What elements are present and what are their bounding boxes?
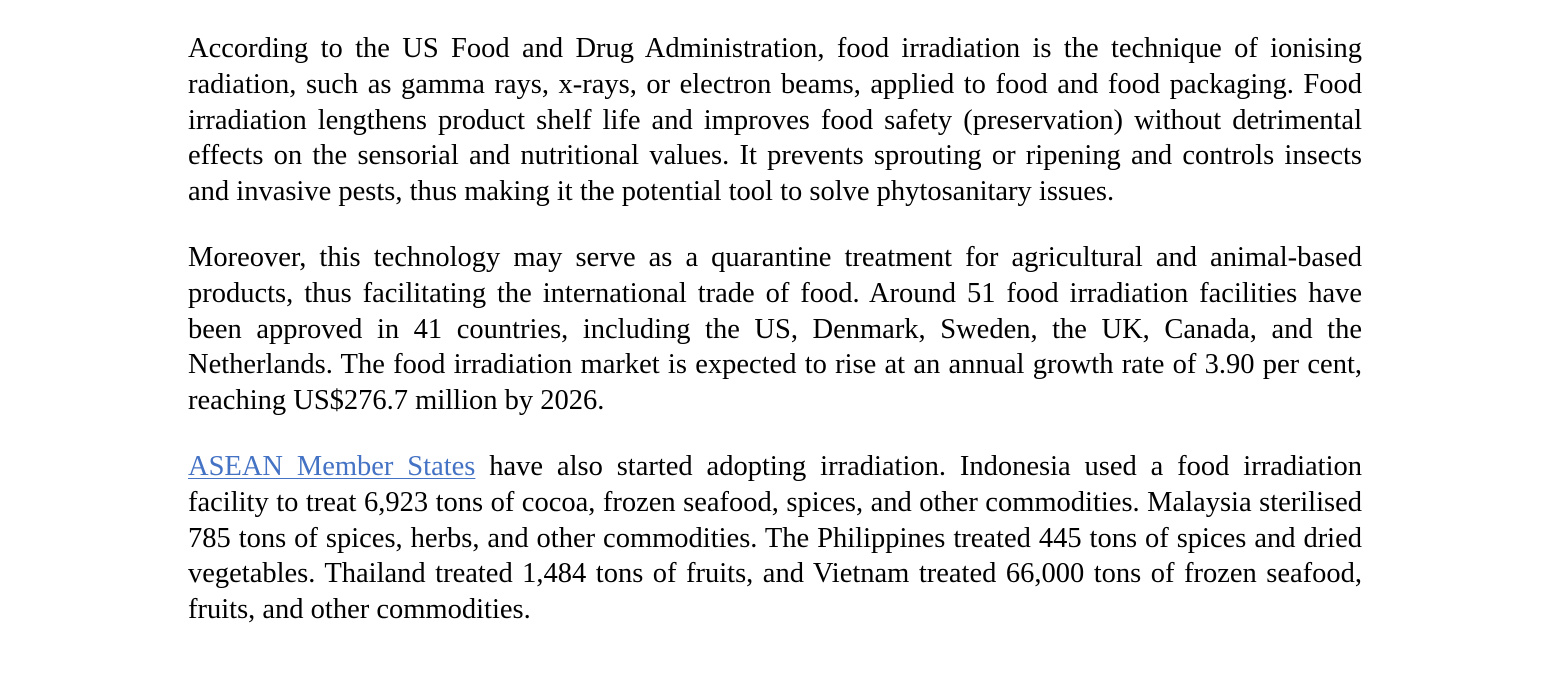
document-body: [188, 31, 1362, 658]
paragraph-asean-adoption-text: have also started adopting irradiation. Indonesia used a food irradiation facility to treat 6,923 tons of cocoa, frozen seafood, spices, and other commodities. Malaysia sterilised 785 tons of spices, herbs, and other commodities. The Philippines treated 445 tons of spices and dried vegetables. Thailand treated 1,484 tons of fruits, and Vietnam treated 66,000 tons of frozen seafood, fruits, and other commodities.: [188, 450, 1363, 626]
paragraph-quarantine-and-market: Moreover, this technology may serve as a quarantine treatment for agricultural and animal-based products, thus facilitating the international trade of food. Around 51 food irradiation facilities have been approved in 41 countries, including the US, Denmark, Sweden, the UK, Canada, and the Netherlands. The food irradiation market is expected to rise at an annual growth rate of 3.90 per cent, reaching US$276.7 million by 2026.: [188, 241, 1362, 417]
paragraph-asean-adoption: [188, 449, 1362, 628]
paragraph-food-irradiation-definition: According to the US Food and Drug Administration, food irradiation is the technique of ionising radiation, such as gamma rays, x-rays, or electron beams, applied to food and food packaging. Food irradiation lengthens product shelf life and improves food safety (preservation) without detrimental effects on the sensorial and nutritional values. It prevents sprouting or ripening and controls insects and invasive pests, thus making it the potential tool to solve phytosanitary issues.: [188, 33, 1362, 208]
asean-member-states-link[interactable]: ASEAN Member States: [188, 450, 476, 482]
